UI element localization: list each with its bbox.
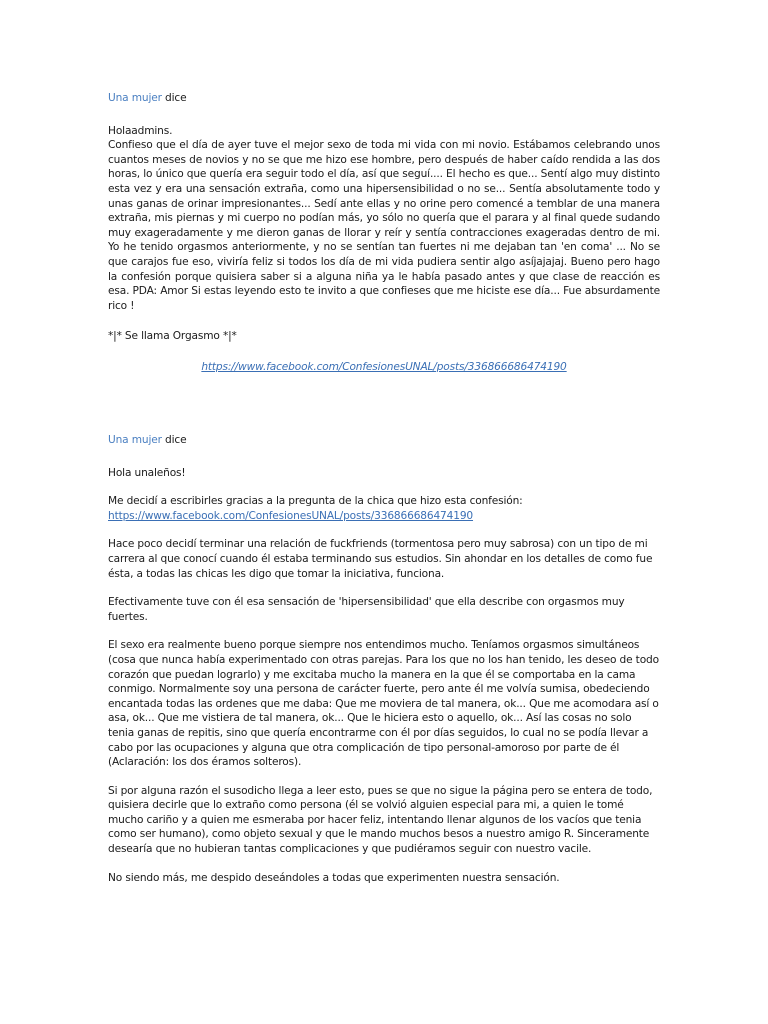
post-header	[108, 433, 660, 448]
post-paragraph-5: No siendo más, me despido deseándoles a todas que experimenten nuestra sensación.	[108, 871, 560, 884]
post-header	[108, 91, 660, 106]
post-greeting: Hola unaleños!	[108, 466, 186, 479]
post-intro	[108, 494, 660, 523]
post-paragraph-4: Si por alguna razón el susodicho llega a leer esto, pues se que no sigue la página pero se entera de todo, quisiera decirle que lo extraño como persona (él se volvió alguien especial para mi, a quien le tomé mucho cariño y a quien me esmeraba por hacer feliz, intentando llenar algunos de los vacíos que tenia como ser humano), como objeto sexual y que le mando muchos besos a nuestro amigo R. Sinceramente desearía que no hubieran tantas complicaciones y que pudiéramos seguir con nuestro vacile.	[108, 784, 653, 856]
source-link-paragraph	[108, 360, 660, 375]
author-link[interactable]: Una mujer	[108, 434, 162, 446]
source-link[interactable]: https://www.facebook.com/ConfesionesUNAL/posts/336866686474190	[108, 509, 474, 522]
post-2	[108, 433, 660, 885]
post-paragraph-1: Hace poco decidí terminar una relación de fuckfriends (tormentosa pero muy sabrosa) con un tipo de mi carrera al que conocí cuando él estaba terminando sus estudios. Sin ahondar en los detalles de como fue ésta, a todas las chicas les digo que tomar la iniciativa, funciona.	[108, 538, 653, 580]
source-link[interactable]: https://www.facebook.com/ConfesionesUNAL/posts/336866686474190	[201, 360, 567, 373]
post-paragraph-3: El sexo era realmente bueno porque siempre nos entendimos mucho. Teníamos orgasmos simultáneos (cosa que nunca había experimentado con otras parejas. Para los que no los han tenido, les deseo de todo corazón que puedan lograrlo) y me excitaba mucho la manera en la que él se comportaba en la cama conmigo. Normalmente soy una persona de carácter fuerte, pero ante él me volvía sumisa, obedeciendo encantada todas las ordenes que me daba: Que me moviera de tal manera, ok... Que me acomodara así o asa, ok... Que me vistiera de tal manera, ok... Que le hiciera esto o aquello, ok... Así las cosas no solo tenia ganas de repitis, sino que quería encontrarme con él por días seguidos, lo cual no se podía llevar a cabo por las ocupaciones y alguna que otra complicación de tipo personal-amoroso por parte de él (Aclaración: los dos éramos solteros).	[108, 639, 659, 769]
says-label: dice	[165, 434, 187, 446]
post-1	[108, 91, 660, 375]
post-body: Confieso que el día de ayer tuve el mejor sexo de toda mi vida con mi novio. Estábamos celebrando unos cuantos meses de novios y no se que me hizo ese hombre, pero después de haber caído rendida a las dos horas, lo único que quería era seguir todo el día, así que seguí.... El hecho es que... Sentí algo muy distinto esta vez y era una sensación extraña, como una hipersensibilidad o no se... Sentía absolutamente todo y unas ganas de orinar impresionantes... Sedí ante ellas y no orine pero comencé a temblar de una manera extraña, mis piernas y mi cuerpo no podían más, yo sólo no quería que el parara y al final quede sudando muy exageradamente y me dieron ganas de llorar y reír y sentía contracciones exageradas dentro de mi. Yo he tenido orgasmos anteriormente, y no se sentían tan fuertes ni me dejaban tan 'en coma' ... No se que carajos fue eso, viviría feliz si todos los día de mi vida pudiera sentir algo asíjajajaj. Bueno pero hago la confesión porque quisiera saber si a alguna niña ya le había pasado antes y que clase de reacción es esa. PDA: Amor Si estas leyendo esto te invito a que confieses que me hiciste ese día... Fue absurdamente rico !	[108, 139, 660, 312]
author-link[interactable]: Una mujer	[108, 92, 162, 104]
says-label: dice	[165, 92, 187, 104]
post-intro-text: Me decidí a escribirles gracias a la pregunta de la chica que hizo esta confesión:	[108, 495, 523, 508]
post-paragraph-2: Efectivamente tuve con él esa sensación de 'hipersensibilidad' que ella describe con orgasmos muy fuertes.	[108, 596, 625, 623]
post-signature: *|* Se llama Orgasmo *|*	[108, 330, 237, 343]
post-greeting: Holaadmins.	[108, 124, 173, 137]
